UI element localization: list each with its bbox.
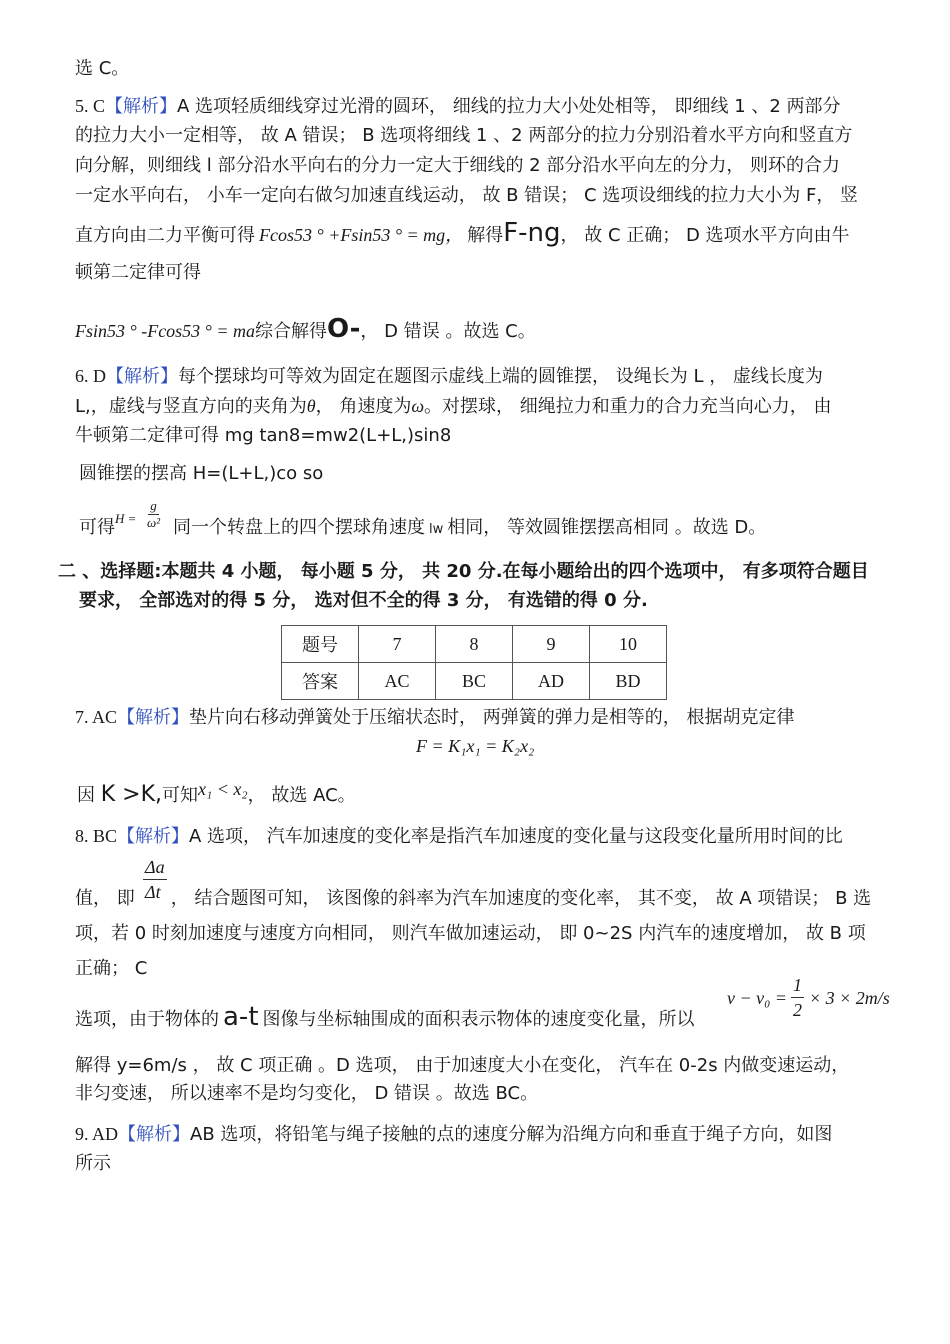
- q5-equation: Fsin53 ° -Fcos53 ° = ma: [75, 321, 256, 341]
- q5-text: 解得: [467, 225, 504, 246]
- table-cell: 题号: [282, 626, 359, 663]
- q5-analysis-tag: 【解析】: [105, 96, 178, 117]
- table-cell: 答案: [282, 663, 359, 700]
- q6-text: [173, 517, 766, 541]
- section-heading-line-2: 要求， 全部选对的得 5 分， 选对但不全的得 3 分， 有选错的得 0 分.: [79, 590, 648, 611]
- q5-text: A 选项轻质细线穿过光滑的圆环， 细线的拉力大小处处相等， 即细线 1 、2 两部分: [177, 96, 841, 117]
- q6-text: ， 角速度为: [315, 396, 412, 417]
- table-cell: 9: [513, 626, 590, 663]
- q9-text: AB 选项，将铅笔与绳子接触的点的速度分解为沿绳方向和垂直于绳子方向，如图: [190, 1124, 833, 1145]
- table-cell: AD: [513, 663, 590, 700]
- table-cell: 10: [590, 626, 667, 663]
- q6-text: 可得: [79, 517, 115, 538]
- q7-line-2: [77, 779, 356, 807]
- q7-text: ， 故选 AC。: [247, 785, 356, 806]
- q6-text-segment: lw: [429, 522, 444, 537]
- q9-number: 9. AD: [75, 1124, 119, 1144]
- numerator: g: [150, 498, 157, 513]
- q6-text: 。对摆球， 细绳拉力和重力的合力充当向心力， 由: [424, 396, 832, 417]
- denominator: 2: [793, 1000, 802, 1020]
- q6-line-1: [75, 365, 823, 388]
- table-row: [282, 626, 667, 663]
- q8-text: A 选项， 汽车加速度的变化率是指汽车加速度的变化量与这段变化量所用时间的比: [189, 826, 843, 847]
- omega-symbol: ω: [411, 396, 425, 416]
- eq-rhs: × 3 × 2m/s: [809, 988, 890, 1008]
- table-cell: 7: [359, 626, 436, 663]
- q5-line-6: 顿第二定律可得: [75, 262, 201, 283]
- eq-fraction: [791, 973, 804, 1022]
- q6-line-4: 圆锥摆的摆高 H=(L+L,)co so: [79, 463, 324, 484]
- q6-line-2: [75, 395, 832, 418]
- q7-text: 垫片向右移动弹簧处于压缩状态时， 两弹簧的弹力是相等的， 根据胡克定律: [189, 707, 795, 728]
- q5-line-1: [75, 95, 841, 118]
- table-cell: BD: [590, 663, 667, 700]
- q5-text: 直方向由二力平衡可得: [75, 225, 255, 246]
- text-line: 选 C。: [75, 58, 130, 79]
- q8-text: 值， 即: [75, 888, 135, 909]
- q5-equation: Fcos53 ° +Fsin53 ° = mg，: [259, 225, 464, 245]
- q8-line-6: 解得 y=6m/s ， 故 C 项正确 。D 选项， 由于加速度大小在变化， 汽车在 0-2s 内做变速运动，: [75, 1055, 850, 1076]
- q8-analysis-tag: 【解析】: [117, 826, 190, 847]
- q5-result: F-ng: [503, 218, 561, 248]
- table-cell: 8: [436, 626, 513, 663]
- q6-formula-lhs: H =: [115, 511, 137, 526]
- q8-text: 图像与坐标轴围成的面积表示物体的速度变化量，所以: [262, 1009, 695, 1030]
- eq-lhs: v − v₀ =: [727, 988, 788, 1008]
- q6-text-segment: 相同， 等效圆锥摆摆高相同 。故选 D。: [447, 517, 767, 538]
- q8-line-3: 项，若 0 时刻加速度与速度方向相同， 则汽车做加速运动， 即 0~2S 内汽车的速度增加， 故 B 项: [75, 923, 866, 944]
- q5-text: ， D 错误 。故选 C。: [360, 321, 536, 342]
- q6-text: 每个摆球均可等效为固定在题图示虚线上端的圆锥摆， 设绳长为 L ， 虚线长度为: [178, 366, 823, 387]
- numerator: 1: [791, 973, 804, 998]
- q5-line-3: 向分解，则细线 l 部分沿水平向右的分力一定大于细线的 2 部分沿水平向左的分力， 则环的合力: [75, 155, 841, 176]
- q8-text: ， 结合题图可知， 该图像的斜率为汽车加速度的变化率， 其不变， 故 A 项错误； B 选: [170, 888, 872, 909]
- q5-line-4: 一定水平向右， 小车一定向右做匀加速直线运动， 故 B 错误； C 选项设细线的拉力大小为 F， 竖: [75, 185, 859, 206]
- q5-line-7: [75, 314, 536, 344]
- q8-line-4: 正确； C: [75, 958, 148, 979]
- q9-line-2: 所示: [75, 1153, 111, 1174]
- table-row: [282, 663, 667, 700]
- q7-text: 可知: [162, 785, 199, 806]
- q8-at-label: a-t: [223, 1002, 259, 1032]
- q7-equation: F = K₁x₁ = K₂x₂: [416, 736, 535, 756]
- q5-text: 综合解得: [255, 321, 328, 342]
- q6-text-segment: 同一个转盘上的四个摆球角速度: [173, 517, 425, 538]
- q7-line-1: [75, 706, 794, 729]
- q8-line-1: [75, 825, 843, 848]
- q8-text: 选项，由于物体的: [75, 1009, 219, 1030]
- q7-inequality-x: x₁ < x₂: [198, 779, 248, 799]
- q5-line-2: 的拉力大小一定相等， 故 A 错误； B 选项将细线 1 、2 两部分的拉力分别沿着水平方向和竖直方: [75, 125, 853, 146]
- answer-table: [281, 625, 667, 700]
- q9-analysis-tag: 【解析】: [118, 1124, 191, 1145]
- q5-line-5: [75, 218, 850, 248]
- q5-text: ， 故 C 正确； D 选项水平方向由牛: [560, 225, 850, 246]
- q7-number: 7. AC: [75, 707, 118, 727]
- q6-formula-fraction: [147, 498, 160, 531]
- table-cell: AC: [359, 663, 436, 700]
- q6-number: 6. D: [75, 366, 106, 386]
- q8-number: 8. BC: [75, 826, 118, 846]
- q7-analysis-tag: 【解析】: [117, 707, 190, 728]
- section-heading: 二 、选择题:本题共 4 小题， 每小题 5 分， 共 20 分.在每小题给出的四个选项中， 有多项符合题目: [58, 561, 869, 582]
- q6-analysis-tag: 【解析】: [106, 366, 178, 387]
- denominator: Δt: [145, 882, 161, 902]
- denominator: ω²: [147, 515, 161, 530]
- q6-text: L,，虚线与竖直方向的夹角为: [75, 396, 307, 417]
- q7-inequality: K >K,: [100, 782, 163, 807]
- numerator: Δa: [143, 855, 167, 880]
- q5-number: 5. C: [75, 96, 106, 116]
- q8-line-5: [75, 1002, 695, 1032]
- theta-symbol: θ: [306, 396, 316, 416]
- table-cell: BC: [436, 663, 513, 700]
- q9-line-1: [75, 1123, 832, 1146]
- q5-result: O-: [327, 314, 361, 344]
- q8-line-2: [75, 888, 871, 910]
- q8-line-7: 非匀变速， 所以速率不是均匀变化， D 错误 。故选 BC。: [75, 1083, 539, 1104]
- q6-line-3: 牛顿第二定律可得 mg tan8=mw2(L+L,)sin8: [75, 425, 452, 446]
- q7-text: 因: [77, 785, 95, 806]
